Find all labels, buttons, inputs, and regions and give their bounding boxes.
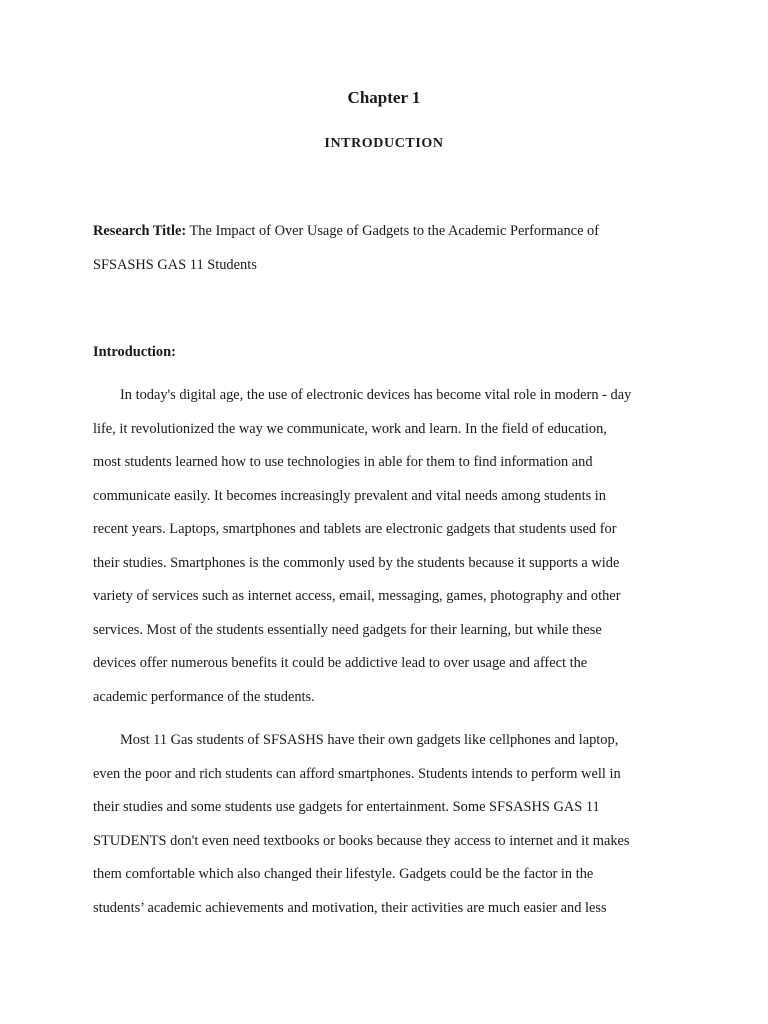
paragraph-line: devices offer numerous benefits it could be addictive lead to over usage and affect the xyxy=(93,655,588,671)
paragraph-line: life, it revolutionized the way we communicate, work and learn. In the field of education, xyxy=(93,421,607,437)
paragraph-line: most students learned how to use technologies in able for them to find information and xyxy=(93,454,593,470)
research-title-continuation: SFSASHS GAS 11 Students xyxy=(93,257,257,273)
introduction-heading: Introduction: xyxy=(93,344,176,360)
research-title-label: Research Title: xyxy=(93,223,187,239)
paragraph-line: academic performance of the students. xyxy=(93,689,315,705)
paragraph-line: them comfortable which also changed their lifestyle. Gadgets could be the factor in the xyxy=(93,866,594,882)
chapter-title: Chapter 1 xyxy=(347,88,421,107)
section-title: INTRODUCTION xyxy=(324,136,444,151)
research-title-text: The Impact of Over Usage of Gadgets to the Academic Performance of xyxy=(189,223,600,239)
paragraph-line: Most 11 Gas students of SFSASHS have their own gadgets like cellphones and laptop, xyxy=(120,732,619,748)
paragraph-line: services. Most of the students essentially need gadgets for their learning, but while these xyxy=(93,622,602,638)
paragraph-line: STUDENTS don't even need textbooks or books because they access to internet and it makes xyxy=(93,833,630,849)
paragraph-line: even the poor and rich students can afford smartphones. Students intends to perform well in xyxy=(93,766,621,782)
paragraph-line: students’ academic achievements and motivation, their activities are much easier and less xyxy=(93,900,607,916)
paragraph-line: recent years. Laptops, smartphones and tablets are electronic gadgets that students used for xyxy=(93,521,617,537)
paragraph-line: communicate easily. It becomes increasingly prevalent and vital needs among students in xyxy=(93,488,606,504)
paragraph-line: In today's digital age, the use of electronic devices has become vital role in modern - day xyxy=(120,387,632,403)
research-title-line xyxy=(93,221,599,241)
paragraph-line: their studies. Smartphones is the commonly used by the students because it supports a wide xyxy=(93,555,620,571)
paragraph-line: variety of services such as internet access, email, messaging, games, photography and other xyxy=(93,588,621,604)
paragraph-line: their studies and some students use gadgets for entertainment. Some SFSASHS GAS 11 xyxy=(93,799,600,815)
